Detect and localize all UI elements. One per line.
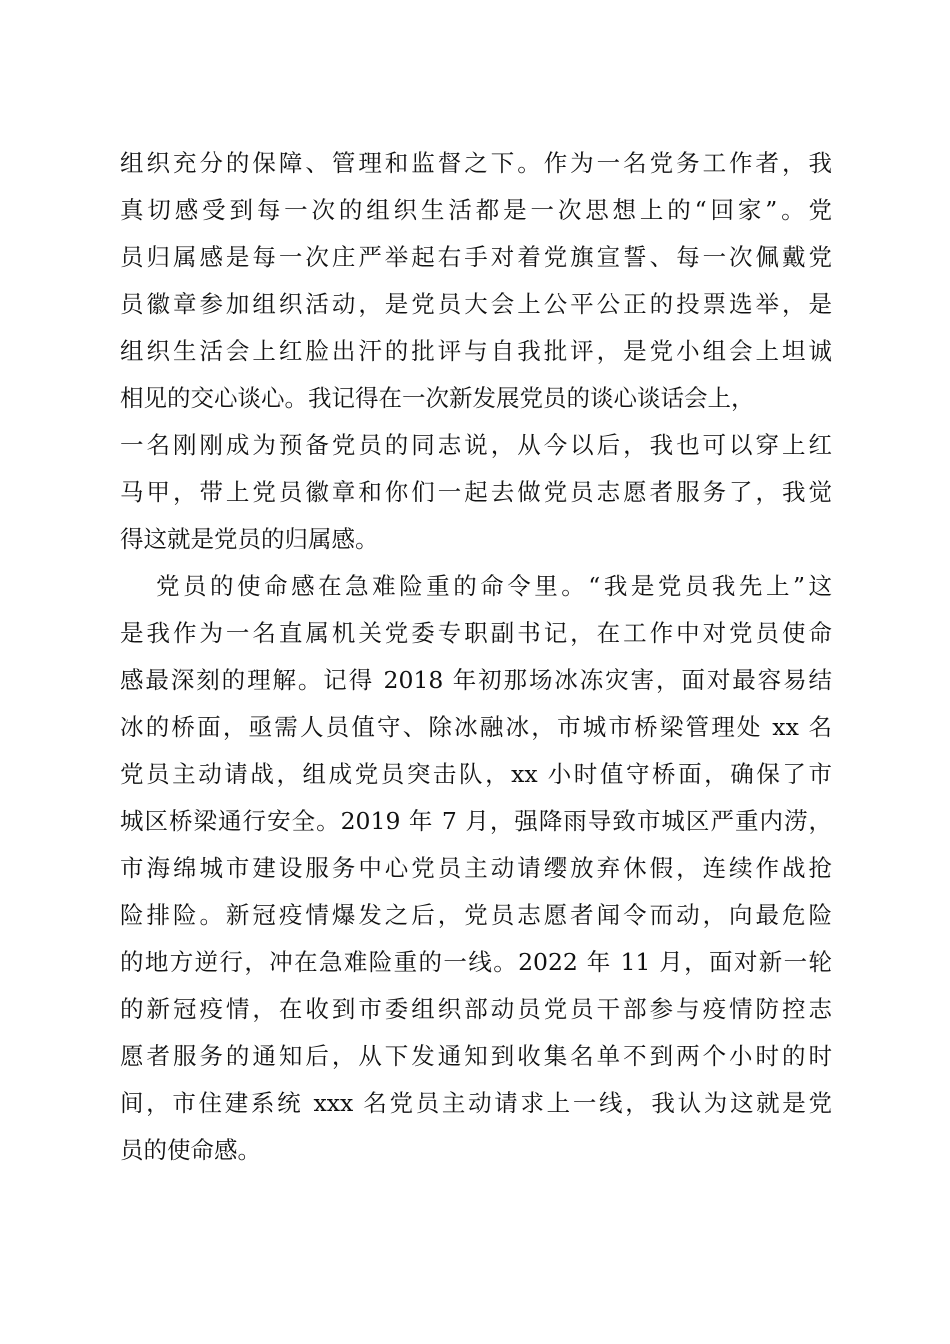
text-line: 员徽章参加组织活动，是党员大会上公平公正的投票选举，是 bbox=[120, 290, 832, 318]
text-line: 间，市住建系统 xxx 名党员主动请求上一线，我认为这就是党 bbox=[120, 1089, 832, 1117]
text-line: 组织生活会上红脸出汗的批评与自我批评，是党小组会上坦诚 bbox=[120, 337, 832, 365]
text-line: 真切感受到每一次的组织生活都是一次思想上的“回家”。党 bbox=[120, 196, 832, 224]
text-line: 员归属感是每一次庄严举起右手对着党旗宣誓、每一次佩戴党 bbox=[120, 243, 832, 271]
text-line: 的地方逆行，冲在急难险重的一线。2022 年 11 月，面对新一轮 bbox=[120, 948, 832, 976]
text-line: 马甲，带上党员徽章和你们一起去做党员志愿者服务了，我觉 bbox=[120, 478, 832, 506]
text-line: 组织充分的保障、管理和监督之下。作为一名党务工作者，我 bbox=[120, 149, 832, 177]
paragraph-mission bbox=[120, 563, 832, 1174]
text-line: 城区桥梁通行安全。2019 年 7 月，强降雨导致市城区严重内涝， bbox=[120, 807, 832, 835]
text-line: 的新冠疫情，在收到市委组织部动员党员干部参与疫情防控志 bbox=[120, 995, 832, 1023]
text-line: 得这就是党员的归属感。 bbox=[120, 525, 379, 553]
text-line: 市海绵城市建设服务中心党员主动请缨放弃休假，连续作战抢 bbox=[120, 854, 832, 882]
text-line: 是我作为一名直属机关党委专职副书记，在工作中对党员使命 bbox=[120, 619, 832, 647]
paragraph-belonging bbox=[120, 140, 832, 563]
text-line: 党员主动请战，组成党员突击队，xx 小时值守桥面，确保了市 bbox=[120, 760, 832, 788]
text-line: 党员的使命感在急难险重的命令里。“我是党员我先上”这 bbox=[156, 572, 832, 600]
text-line: 冰的桥面，亟需人员值守、除冰融冰，市城市桥梁管理处 xx 名 bbox=[120, 713, 832, 741]
text-line: 员的使命感。 bbox=[120, 1136, 261, 1164]
text-line: 险排险。新冠疫情爆发之后，党员志愿者闻令而动，向最危险 bbox=[120, 901, 832, 929]
body-text bbox=[120, 140, 832, 1174]
text-line: 相见的交心谈心。我记得在一次新发展党员的谈心谈话会上， bbox=[120, 384, 755, 412]
text-line: 愿者服务的通知后，从下发通知到收集名单不到两个小时的时 bbox=[120, 1042, 832, 1070]
text-line: 感最深刻的理解。记得 2018 年初那场冰冻灾害，面对最容易结 bbox=[120, 666, 832, 694]
text-line: 一名刚刚成为预备党员的同志说，从今以后，我也可以穿上红 bbox=[120, 431, 832, 459]
